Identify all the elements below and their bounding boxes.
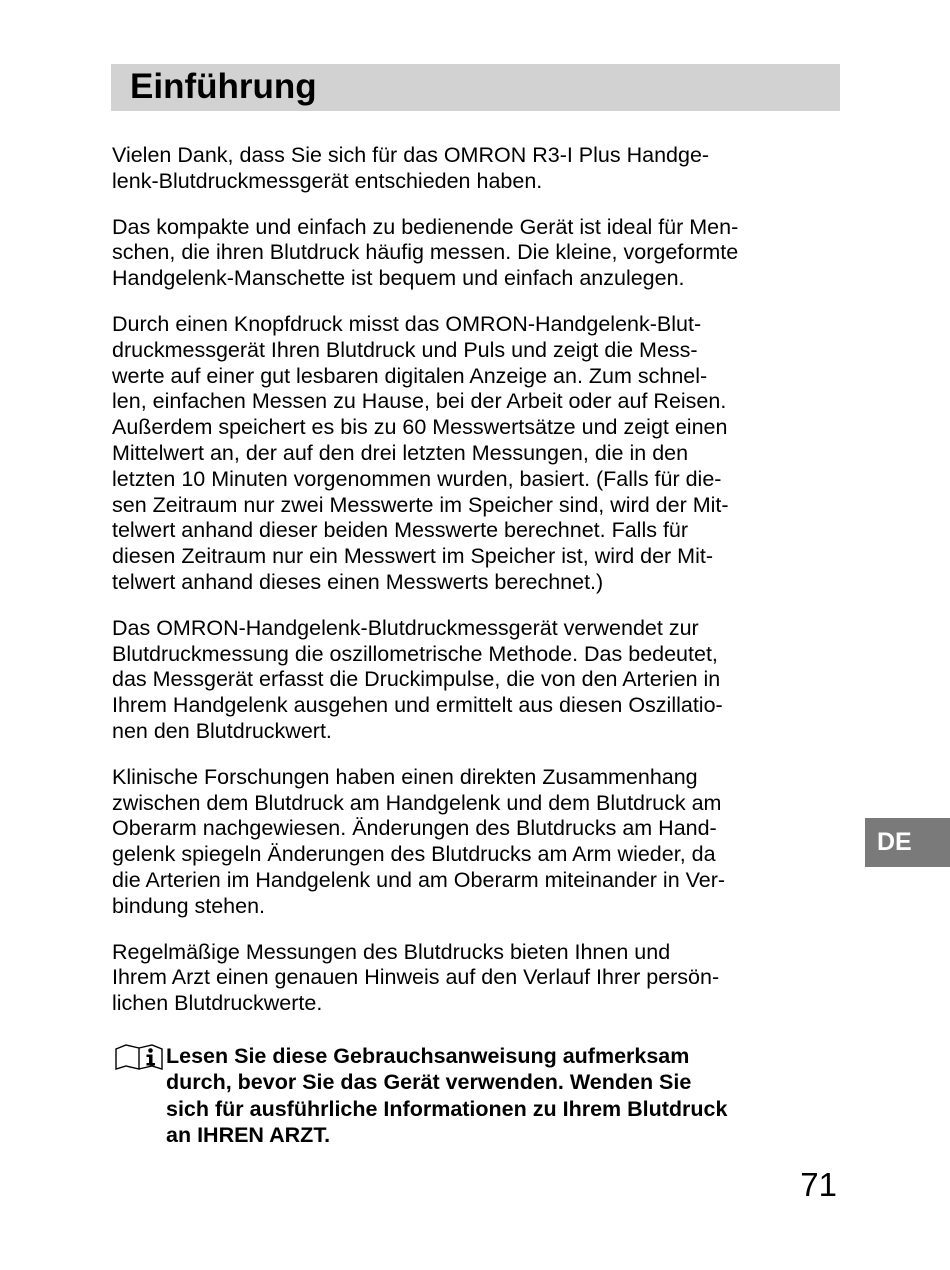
paragraph-research: Klinische Forschungen haben einen direkten Zusammenhang zwischen dem Blutdruck am Handgelenk und dem Blutdruck am Oberarm nachgewiesen. Änderungen des Blutdrucks am Hand- gelenk spiegeln Änderungen des Blutdrucks am Arm wieder, da die Arterien im Handgelenk und am Oberarm miteinander in Ver- bindung stehen. [112,764,726,918]
body-text [112,143,842,1037]
title-bar [111,64,840,111]
page-number: 71 [800,1166,837,1203]
paragraph-operation: Durch einen Knopfdruck misst das OMRON-Handgelenk-Blut- druckmessgerät Ihren Blutdruck und Puls und zeigt die Mess- werte auf einer gut lesbaren digitalen Anzeige an. Zum schnel- len, einfachen Messen zu Hause, bei der Arbeit oder auf Reisen. Außerdem speichert es bis zu 60 Messwertsätze und zeigt einen Mittelwert an, der auf den drei letzten Messungen, die in den letzten 10 Minuten vorgenommen wurden, basiert. (Falls für die- sen Zeitraum nur zwei Messwerte im Speicher sind, wird der Mit- telwert anhand dieser beiden Messwerte berechnet. Falls für diesen Zeitraum nur ein Messwert im Speicher ist, wird der Mit- telwert anhand dieses einen Messwerts berechnet.) [112,311,729,594]
note-text: Lesen Sie diese Gebrauchsanweisung aufmerksam durch, bevor Sie das Gerät verwenden. Wenden Sie sich für ausführliche Informationen zu Ihrem Blutdruck an IHREN ARZT. [166,1044,728,1147]
paragraph-method: Das OMRON-Handgelenk-Blutdruckmessgerät verwendet zur Blutdruckmessung die oszillometrische Methode. Das bedeutet, das Messgerät erfasst die Druckimpulse, die von den Arterien in Ihrem Handgelenk ausgehen und ermittelt aus diesen Oszillatio- nen den Blutdruckwert. [112,615,723,743]
paragraph-regular: Regelmäßige Messungen des Blutdrucks bieten Ihnen und Ihrem Arzt einen genauen Hinweis auf den Verlauf Ihrer persön- lichen Blutdruckwerte. [112,939,720,1016]
paragraph-device: Das kompakte und einfach zu bedienende Gerät ist ideal für Men- schen, die ihren Blutdruck häufig messen. Die kleine, vorgeformte Handgelenk-Manschette ist bequem und einfach anzulegen. [112,214,739,291]
paragraph-thanks: Vielen Dank, dass Sie sich für das OMRON R3-I Plus Handge- lenk-Blutdruckmessgerät entschieden haben. [112,143,710,193]
language-tab [865,818,950,867]
book-info-icon [114,1044,164,1070]
page-title: Einführung [130,67,317,106]
language-label: DE [877,828,912,856]
